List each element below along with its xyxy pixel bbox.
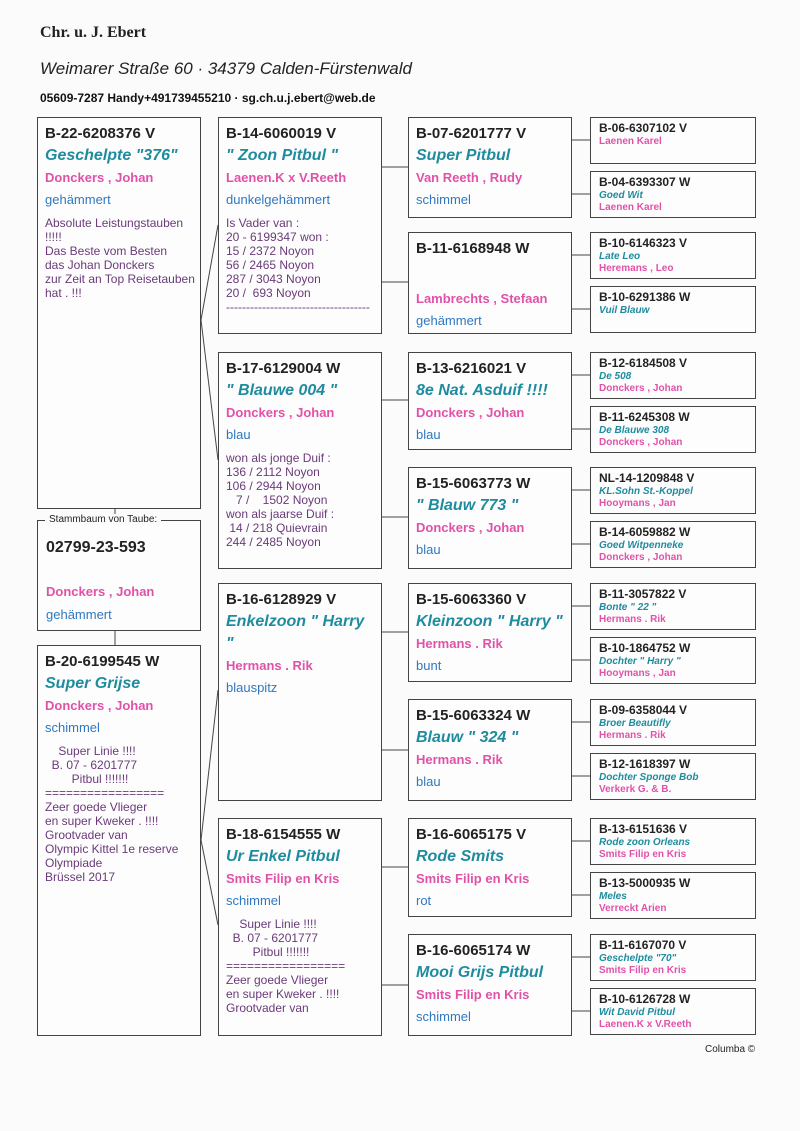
pigeon-box-fmf <box>408 352 572 450</box>
subject-breeder: Donckers , Johan <box>46 584 155 599</box>
pigeon-ring: B-04-6393307 W <box>599 175 691 189</box>
pigeon-notes: Is Vader van : 20 - 6199347 won : 15 / 2372 Noyon 56 / 2465 Noyon 287 / 3043 Noyon 20 / 693 Noyon ------------------------------------ <box>226 216 370 314</box>
pigeon-box-mm <box>218 818 382 1036</box>
owner-name: Chr. u. J. Ebert <box>40 24 147 41</box>
pigeon-name: Wit David Pitbul <box>599 1007 676 1018</box>
pigeon-breeder: Smits Filip en Kris <box>416 871 530 886</box>
pigeon-notes: Super Linie !!!! B. 07 - 6201777 Pitbul !!!!!!! ================= Zeer goede Vlieger en super Kweker . !!!! Grootvader van <box>226 917 346 1015</box>
pigeon-name: Super Grijse <box>45 675 141 692</box>
pigeon-box-g11 <box>590 699 756 746</box>
pigeon-ring: B-14-6059882 W <box>599 525 691 539</box>
pigeon-box-mmf <box>408 818 572 917</box>
pigeon-name: Meles <box>599 891 627 902</box>
pigeon-color: blauspitz <box>226 680 278 695</box>
pigeon-color: gehämmert <box>45 192 111 207</box>
pigeon-color: schimmel <box>226 893 281 908</box>
pigeon-ring: B-12-6184508 V <box>599 356 688 370</box>
pigeon-breeder: Donckers , Johan <box>45 698 154 713</box>
connector-line <box>201 320 218 460</box>
pigeon-ring: B-13-6216021 V <box>416 360 527 377</box>
pigeon-color: dunkelgehämmert <box>226 192 331 207</box>
pigeon-box-g9 <box>590 583 756 630</box>
subject-color: gehämmert <box>46 607 112 622</box>
connector-line <box>201 690 218 840</box>
pigeon-ring: B-15-6063773 W <box>416 475 531 492</box>
pigeon-ring: B-10-6291386 W <box>599 290 691 304</box>
pigeon-name: KL.Sohn St.-Koppel <box>599 486 693 497</box>
pigeon-box-m <box>37 645 201 1036</box>
pigeon-name: " Zoon Pitbul " <box>226 147 339 164</box>
pigeon-name: Super Pitbul <box>416 147 511 164</box>
pigeon-box-f <box>37 117 201 509</box>
pigeon-breeder: Hermans . Rik <box>416 752 503 767</box>
pigeon-name: " Blauwe 004 " <box>226 382 338 399</box>
pigeon-name: Goed Wit <box>599 190 643 201</box>
pigeon-box-mf <box>218 583 382 801</box>
pigeon-breeder: Donckers , Johan <box>45 170 154 185</box>
pigeon-box-g7 <box>590 467 756 514</box>
pigeon-ring: B-12-1618397 W <box>599 757 691 771</box>
copyright-footer: Columba © <box>705 1044 756 1055</box>
pigeon-breeder: Laenen Karel <box>599 136 662 147</box>
pigeon-box-fmm <box>408 467 572 569</box>
pigeon-box-ffm <box>408 232 572 334</box>
pigeon-notes: Absolute Leistungstauben !!!!! Das Beste vom Besten das Johan Donckers zur Zeit an Top Reisetauben hat . !!! <box>45 216 195 300</box>
pigeon-name <box>416 266 564 288</box>
pigeon-breeder: Donckers , Johan <box>416 520 525 535</box>
owner-contact: 05609-7287 Handy+491739455210 · sg.ch.u.j.ebert@web.de <box>40 91 376 105</box>
pigeon-ring: B-07-6201777 V <box>416 125 527 142</box>
pigeon-breeder: Hermans . Rik <box>599 730 666 741</box>
pigeon-ring: B-15-6063360 V <box>416 591 527 608</box>
pigeon-ring: B-16-6128929 V <box>226 591 337 608</box>
pigeon-breeder: Laenen.K x V.Reeth <box>226 170 347 185</box>
pigeon-ring: B-11-6167070 V <box>599 938 687 952</box>
pigeon-ring: B-11-3057822 V <box>599 587 687 601</box>
pigeon-breeder: Verreckt Arien <box>599 903 667 914</box>
connector-line <box>201 225 218 320</box>
pigeon-name: Vuil Blauw <box>599 305 650 316</box>
pigeon-ring: B-09-6358044 V <box>599 703 688 717</box>
pigeon-box-mff <box>408 583 572 682</box>
pigeon-ring: B-20-6199545 W <box>45 653 160 670</box>
pigeon-name: De 508 <box>599 371 632 382</box>
pigeon-box-g16 <box>590 988 756 1035</box>
pigeon-breeder: Hooymans , Jan <box>599 498 676 509</box>
pigeon-breeder: Smits Filip en Kris <box>226 871 340 886</box>
pigeon-name: " Blauw 773 " <box>416 497 519 514</box>
pigeon-color: schimmel <box>45 720 100 735</box>
pigeon-box-g12 <box>590 753 756 800</box>
pigeon-color: blau <box>226 427 251 442</box>
pigeon-box-g3 <box>590 232 756 279</box>
pigeon-box-g15 <box>590 934 756 981</box>
pigeon-box-g2 <box>590 171 756 218</box>
pigeon-ring: B-10-1864752 W <box>599 641 691 655</box>
pigeon-ring: B-13-5000935 W <box>599 876 691 890</box>
pigeon-box-g14 <box>590 872 756 919</box>
pigeon-breeder: Hermans . Rik <box>416 636 503 651</box>
pigeon-name: De Blauwe 308 <box>599 425 670 436</box>
pigeon-box-g13 <box>590 818 756 865</box>
pigeon-ring: B-18-6154555 W <box>226 826 341 843</box>
pigeon-ring: B-11-6245308 W <box>599 410 690 424</box>
pigeon-ring: B-14-6060019 V <box>226 125 337 142</box>
pigeon-color: blau <box>416 542 441 557</box>
subject-legend: Stammbaum von Taube: <box>45 514 161 525</box>
pigeon-breeder: Donckers , Johan <box>599 552 683 563</box>
pigeon-breeder: Hermans . Rik <box>226 658 313 673</box>
pigeon-name: Ur Enkel Pitbul <box>226 848 340 865</box>
pigeon-ring: B-22-6208376 V <box>45 125 156 142</box>
pigeon-breeder: Verkerk G. & B. <box>599 784 672 795</box>
pigeon-name: 8e Nat. Asduif !!!! <box>416 382 548 399</box>
pigeon-ring: B-11-6168948 W <box>416 240 530 257</box>
pigeon-breeder: Hermans . Rik <box>599 614 666 625</box>
pigeon-box-g1 <box>590 117 756 164</box>
pigeon-name: Rode Smits <box>416 848 505 865</box>
pigeon-box-fff <box>408 117 572 218</box>
pigeon-color: bunt <box>416 658 442 673</box>
pigeon-box-g6 <box>590 406 756 453</box>
pigeon-box-mfm <box>408 699 572 801</box>
pigeon-name: Geschelpte "376" <box>45 147 178 164</box>
pigeon-breeder: Heremans , Leo <box>599 263 674 274</box>
pigeon-name: Bonte " 22 " <box>599 602 657 613</box>
pigeon-name: Kleinzoon " Harry " <box>416 613 563 630</box>
pigeon-ring: B-13-6151636 V <box>599 822 688 836</box>
pigeon-ring: B-06-6307102 V <box>599 121 688 135</box>
pigeon-box-mmm <box>408 934 572 1036</box>
subject-ring-number: 02799-23-593 <box>46 539 146 556</box>
pigeon-name: Broer Beautifly <box>599 718 671 729</box>
pigeon-ring: B-10-6146323 V <box>599 236 688 250</box>
pigeon-name: Goed Witpenneke <box>599 540 684 551</box>
pigeon-name: Enkelzoon " Harry " <box>226 613 365 652</box>
pigeon-breeder: Smits Filip en Kris <box>599 849 687 860</box>
pigeon-ring: B-16-6065174 W <box>416 942 531 959</box>
pigeon-breeder: Donckers , Johan <box>226 405 335 420</box>
pigeon-name: Mooi Grijs Pitbul <box>416 964 544 981</box>
pigeon-ring: B-15-6063324 W <box>416 707 531 724</box>
connector-line <box>201 840 218 925</box>
owner-address: Weimarer Straße 60 · 34379 Calden-Fürstenwald <box>40 59 412 78</box>
pigeon-box-g8 <box>590 521 756 568</box>
pigeon-breeder: Laenen.K x V.Reeth <box>599 1019 692 1030</box>
pigeon-notes: won als jonge Duif : 136 / 2112 Noyon 106 / 2944 Noyon 7 / 1502 Noyon won als jaarse Duif : 14 / 218 Quievrain 244 / 2485 Noyon <box>226 451 335 549</box>
pigeon-breeder: Donckers , Johan <box>599 437 683 448</box>
pigeon-name: Dochter " Harry " <box>599 656 681 667</box>
pigeon-box-g10 <box>590 637 756 684</box>
pigeon-ring: NL-14-1209848 V <box>599 471 695 485</box>
pigeon-ring: B-10-6126728 W <box>599 992 691 1006</box>
pigeon-ring: B-17-6129004 W <box>226 360 341 377</box>
pigeon-name: Dochter Sponge Bob <box>599 772 699 783</box>
pigeon-breeder: Smits Filip en Kris <box>599 965 687 976</box>
pigeon-color: gehämmert <box>416 313 482 328</box>
pigeon-color: schimmel <box>416 1009 471 1024</box>
pigeon-color: schimmel <box>416 192 471 207</box>
pigeon-box-fm <box>218 352 382 569</box>
pigeon-name: Blauw " 324 " <box>416 729 519 746</box>
pigeon-name: Late Leo <box>599 251 641 262</box>
pigeon-breeder: Donckers , Johan <box>599 383 683 394</box>
pigeon-color: rot <box>416 893 432 908</box>
pigeon-color: blau <box>416 774 441 789</box>
pigeon-color: blau <box>416 427 441 442</box>
pigeon-box-ff <box>218 117 382 334</box>
pigeon-ring: B-16-6065175 V <box>416 826 527 843</box>
pigeon-breeder: Donckers , Johan <box>416 405 525 420</box>
pigeon-breeder: Laenen Karel <box>599 202 662 213</box>
pigeon-box-g5 <box>590 352 756 399</box>
pigeon-name: Geschelpte "70" <box>599 953 677 964</box>
pigeon-breeder: Smits Filip en Kris <box>416 987 530 1002</box>
pigeon-box-g4 <box>590 286 756 333</box>
pigeon-breeder: Hooymans , Jan <box>599 668 676 679</box>
pigeon-breeder: Van Reeth , Rudy <box>416 170 523 185</box>
pigeon-name: Rode zoon Orleans <box>599 837 691 848</box>
pigeon-breeder: Lambrechts , Stefaan <box>416 291 548 306</box>
pigeon-notes: Super Linie !!!! B. 07 - 6201777 Pitbul !!!!!!! ================= Zeer goede Vlieger en super Kweker . !!!! Grootvader van Olympic Kittel 1e reserve Olympiade Brüssel 2017 <box>45 744 179 884</box>
